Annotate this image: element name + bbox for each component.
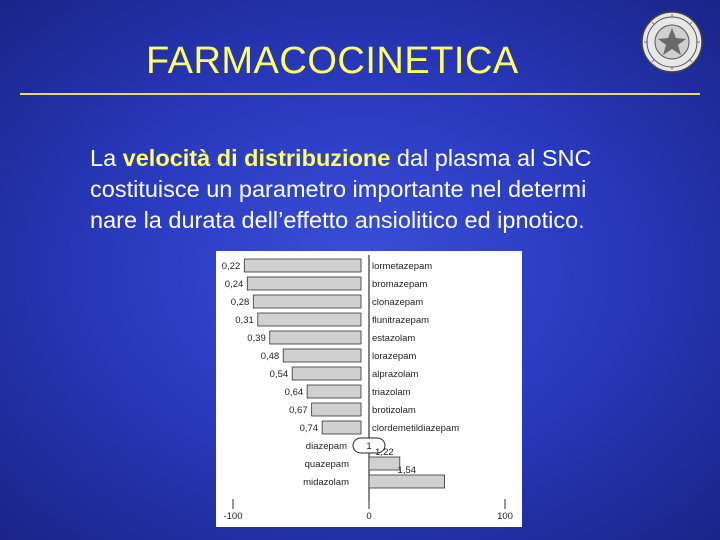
value-label-clonazepam: 0,28 xyxy=(230,297,250,308)
value-label-bromazepam: 0,24 xyxy=(224,279,244,290)
value-label-midazolam: 1,54 xyxy=(397,465,417,476)
axis-tick-label-2: 100 xyxy=(497,511,513,522)
bar-estazolam xyxy=(270,331,361,344)
distribution-chart-svg xyxy=(216,251,522,527)
category-label-midazolam: midazolam xyxy=(303,477,349,488)
category-label-lorazepam: lorazepam xyxy=(372,351,417,362)
category-label-lormetazepam: lormetazepam xyxy=(372,261,433,272)
body-line-1 xyxy=(90,145,592,171)
bar-alprazolam xyxy=(292,367,361,380)
body-paragraph xyxy=(90,143,710,236)
bar-bromazepam xyxy=(247,277,361,290)
body-text-before: La xyxy=(90,145,123,171)
category-label-triazolam: triazolam xyxy=(372,387,411,398)
category-label-alprazolam: alprazolam xyxy=(372,369,419,380)
value-label-brotizolam: 0,67 xyxy=(289,405,308,416)
axis-tick-label-0: -100 xyxy=(223,511,243,522)
category-label-bromazepam: bromazepam xyxy=(372,279,428,290)
value-label-clordemetildiazepam: 0,74 xyxy=(299,423,319,434)
bar-triazolam xyxy=(307,385,361,398)
bar-lormetazepam xyxy=(244,259,361,272)
body-line-3: nare la durata dell’effetto ansiolitico ed ipnotico. xyxy=(90,207,585,233)
body-line-2: costituisce un parametro importante nel determi xyxy=(90,176,587,202)
bar-lorazepam xyxy=(283,349,361,362)
slide-title: FARMACOCINETICA xyxy=(146,40,519,82)
value-label-quazepam: 1,22 xyxy=(375,447,394,458)
value-label-estazolam: 0,39 xyxy=(247,333,266,344)
bar-midazolam xyxy=(369,475,445,488)
category-label-diazepam: diazepam xyxy=(305,441,347,452)
title-divider xyxy=(20,93,700,95)
bar-clonazepam xyxy=(253,295,361,308)
category-label-clordemetildiazepam: clordemetildiazepam xyxy=(372,423,460,434)
category-label-quazepam: quazepam xyxy=(304,459,349,470)
category-label-brotizolam: brotizolam xyxy=(372,405,416,416)
bar-clordemetildiazepam xyxy=(322,421,361,434)
category-label-estazolam: estazolam xyxy=(372,333,416,344)
university-seal-icon xyxy=(640,10,704,74)
bar-quazepam xyxy=(369,457,400,470)
value-label-triazolam: 0,64 xyxy=(284,387,304,398)
bar-flunitrazepam xyxy=(258,313,361,326)
axis-tick-label-1: 0 xyxy=(366,511,372,522)
value-label-diazepam: 1 xyxy=(366,441,372,452)
value-label-flunitrazepam: 0,31 xyxy=(235,315,254,326)
value-label-lorazepam: 0,48 xyxy=(260,351,280,362)
bar-brotizolam xyxy=(312,403,361,416)
value-label-lormetazepam: 0,22 xyxy=(221,261,241,272)
distribution-chart xyxy=(216,251,522,527)
category-label-clonazepam: clonazepam xyxy=(372,297,424,308)
category-label-flunitrazepam: flunitrazepam xyxy=(372,315,430,326)
value-label-alprazolam: 0,54 xyxy=(269,369,289,380)
body-text-after: dal plasma al SNC xyxy=(390,145,592,171)
body-highlight: velocità di distribuzione xyxy=(122,145,391,171)
